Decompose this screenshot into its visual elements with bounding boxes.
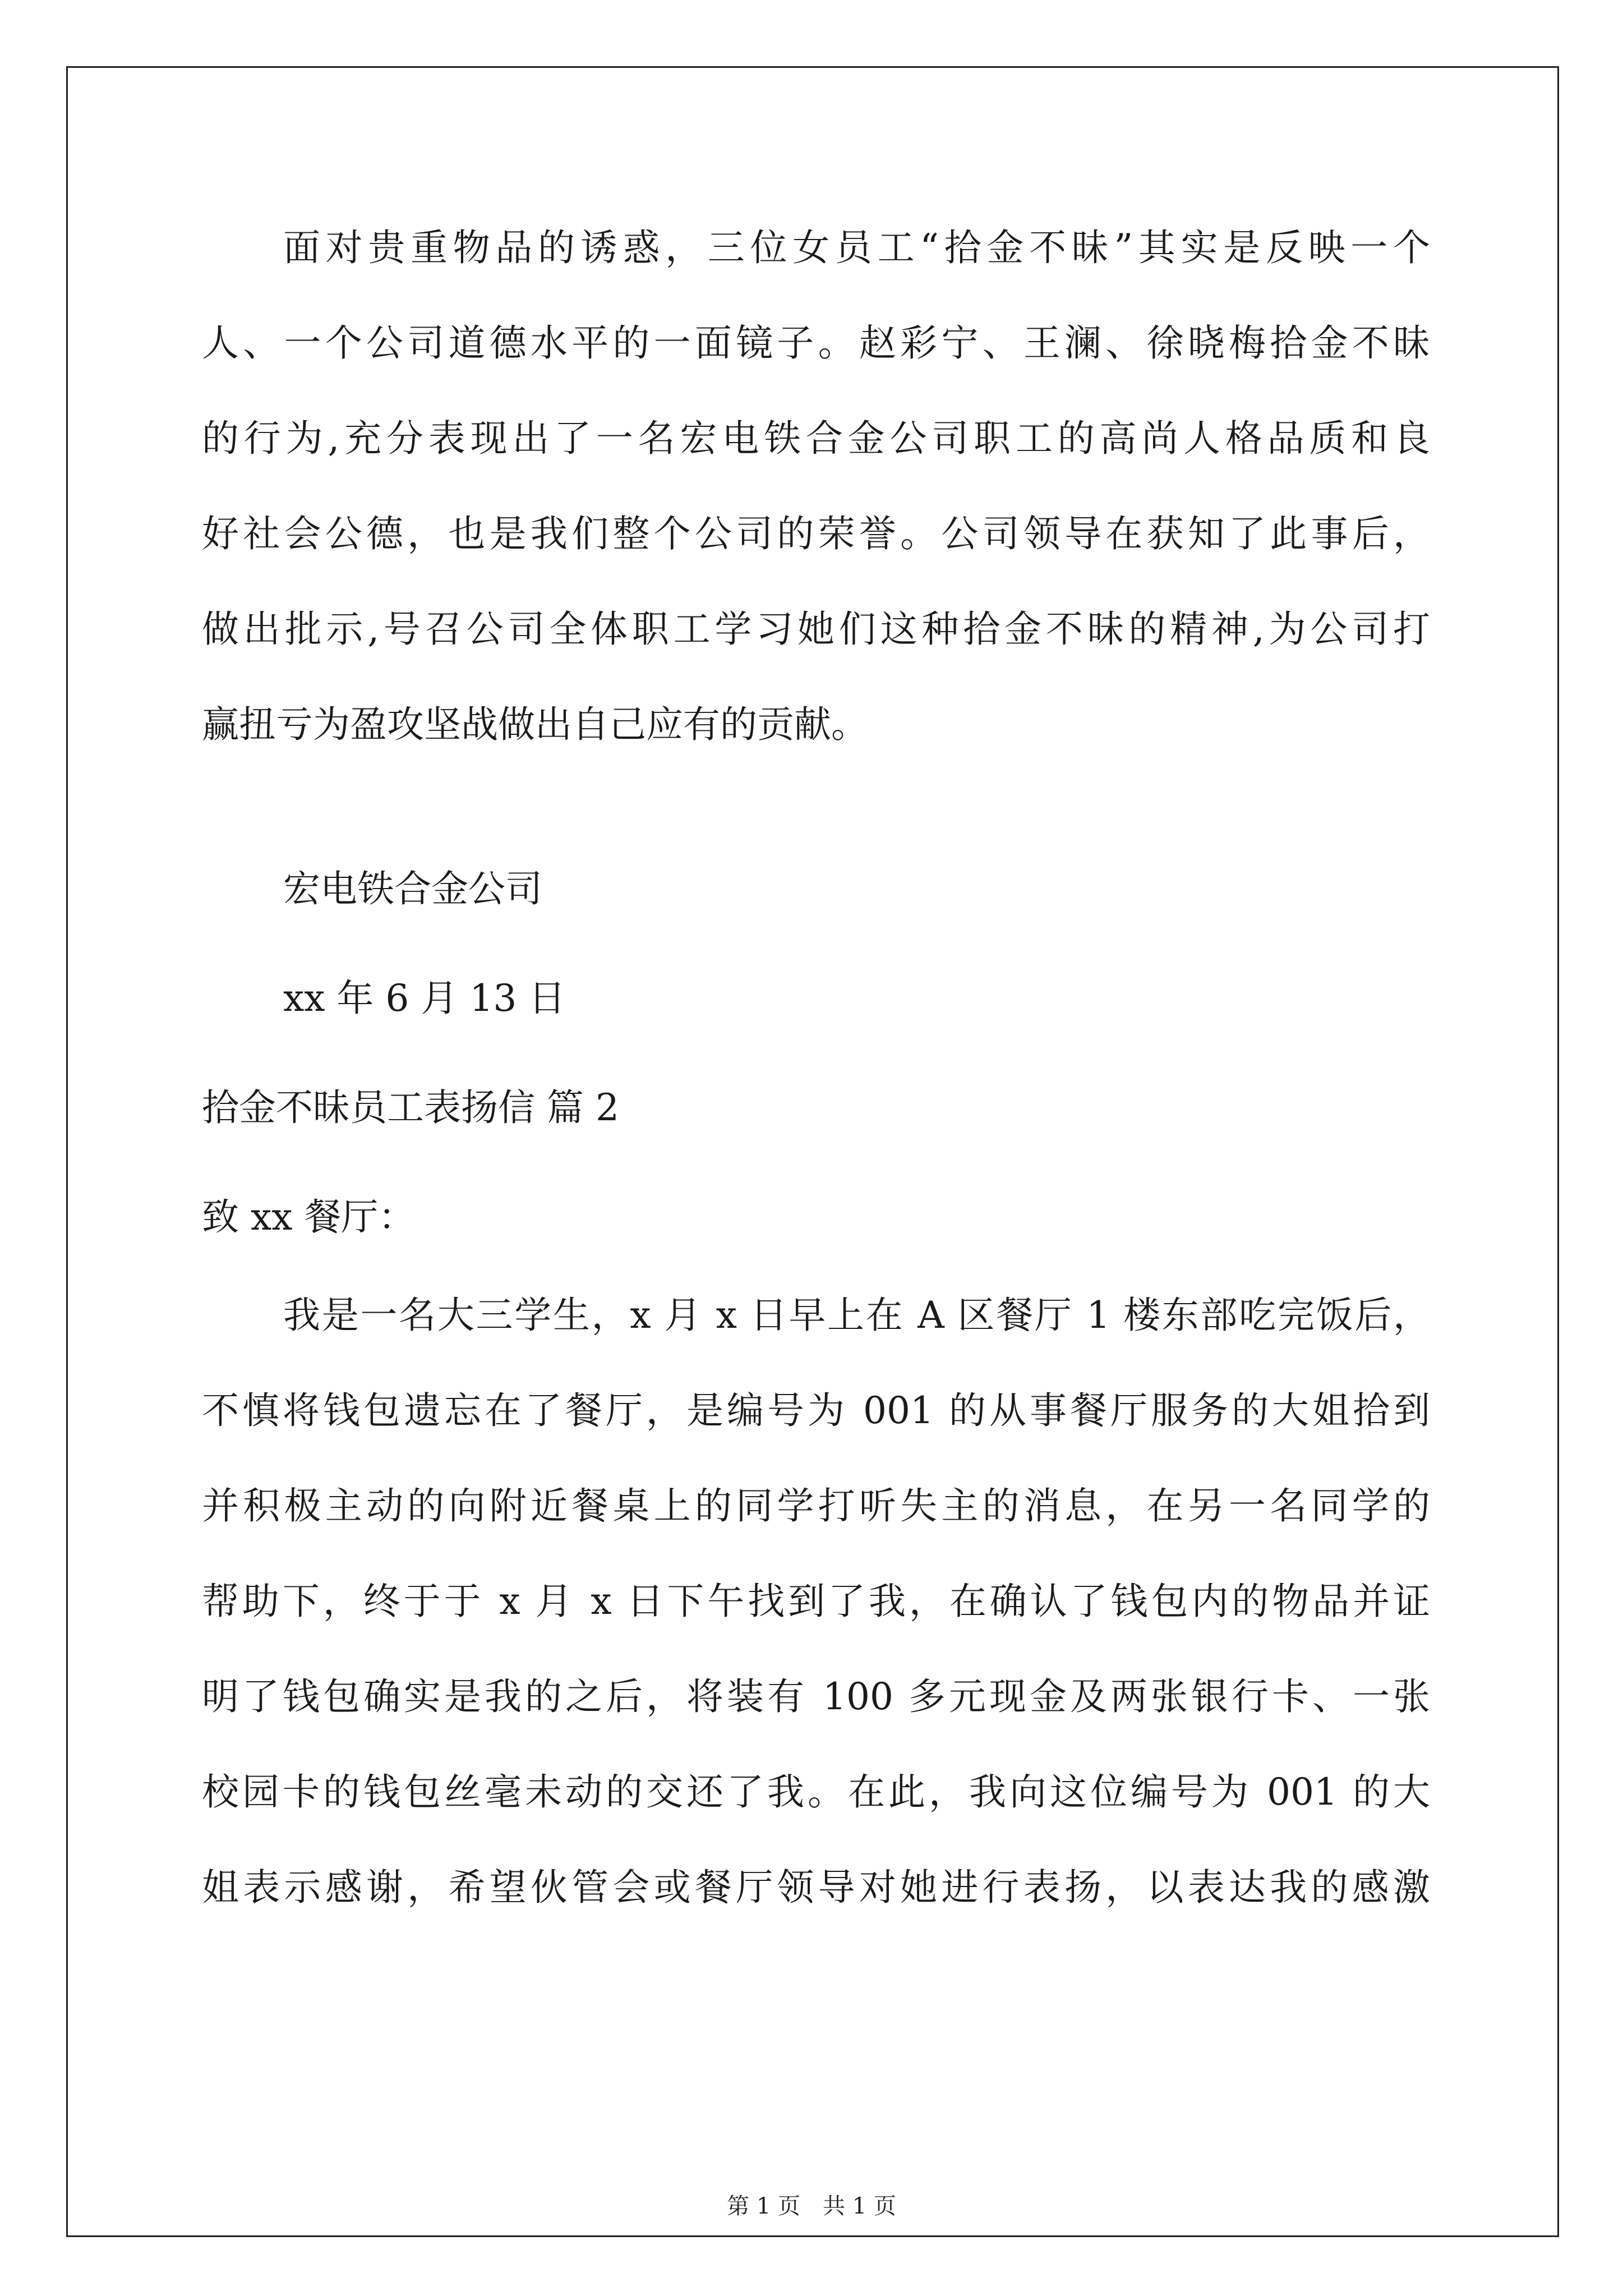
signature-date: xx 年 6 月 13 日	[283, 977, 566, 1020]
body-line: 不慎将钱包遗忘在了餐厅，是编号为 001 的从事餐厅服务的大姐拾到	[202, 1389, 1430, 1432]
body-line: 校园卡的钱包丝毫未动的交还了我。在此，我向这位编号为 001 的大	[202, 1770, 1430, 1814]
salutation: 致 xx 餐厅：	[202, 1195, 416, 1239]
body-line: 做出批示,号召公司全体职工学习她们这种拾金不昧的精神,为公司打	[202, 608, 1430, 651]
body-line: 帮助下，终于于 x 月 x 日下午找到了我，在确认了钱包内的物品并证	[202, 1580, 1430, 1623]
body-line: 的行为,充分表现出了一名宏电铁合金公司职工的高尚人格品质和良	[202, 417, 1430, 460]
page-border	[66, 66, 1559, 2237]
body-line: 面对贵重物品的诱惑，三位女员工“拾金不昧”其实是反映一个	[283, 226, 1430, 269]
body-line: 赢扭亏为盈攻坚战做出自己应有的贡献。	[202, 703, 868, 746]
body-line: 我是一名大三学生，x 月 x 日早上在 A 区餐厅 1 楼东部吃完饭后，	[283, 1294, 1430, 1337]
signature-company: 宏电铁合金公司	[283, 867, 542, 910]
page-number: 第 1 页 共 1 页	[727, 2193, 896, 2219]
body-line: 姐表示感谢，希望伙管会或餐厅领导对她进行表扬，以表达我的感激	[202, 1866, 1430, 1909]
body-line: 并积极主动的向附近餐桌上的同学打听失主的消息，在另一名同学的	[202, 1484, 1430, 1527]
section-heading: 拾金不昧员工表扬信 篇 2	[202, 1086, 619, 1129]
body-line: 人、一个公司道德水平的一面镜子。赵彩宁、王澜、徐晓梅拾金不昧	[202, 321, 1430, 365]
body-line: 明了钱包确实是我的之后，将装有 100 多元现金及两张银行卡、一张	[202, 1675, 1430, 1718]
body-line: 好社会公德，也是我们整个公司的荣誉。公司领导在获知了此事后，	[202, 512, 1430, 555]
